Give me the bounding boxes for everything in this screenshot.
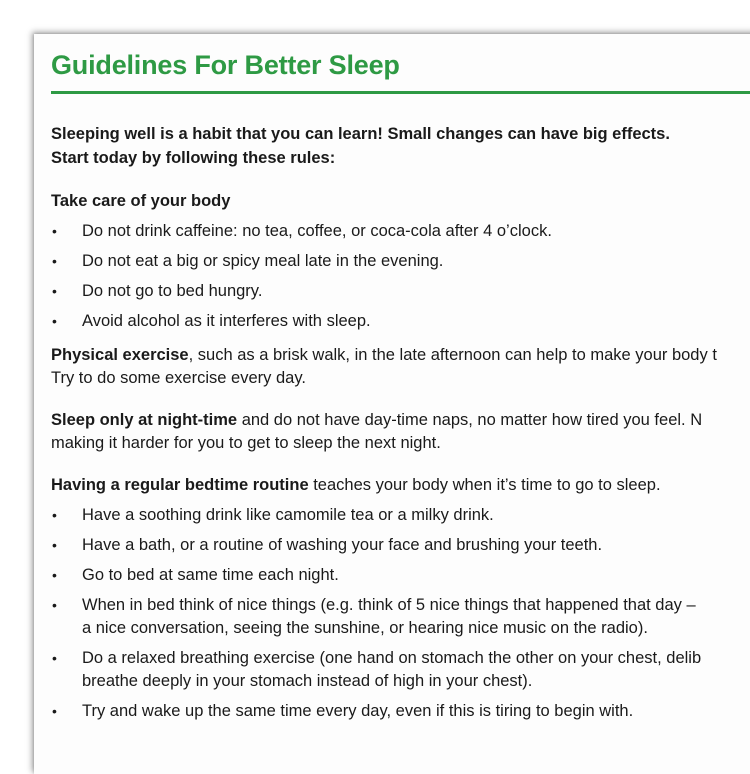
list-item-text-continued: a nice conversation, seeing the sunshine, or hearing nice music on the radio). bbox=[82, 619, 648, 637]
list-item-text: Do not go to bed hungry. bbox=[82, 282, 263, 300]
list-item-text: Do not eat a big or spicy meal late in the evening. bbox=[82, 252, 444, 270]
list-item-text: Do not drink caffeine: no tea, coffee, or coca-cola after 4 o’clock. bbox=[82, 222, 552, 240]
bullet: • bbox=[52, 223, 57, 239]
list-item bbox=[51, 220, 750, 243]
list-item-text: Go to bed at same time each night. bbox=[82, 566, 339, 584]
list-item-text: Avoid alcohol as it interferes with sleep. bbox=[82, 312, 371, 330]
list-item bbox=[51, 564, 750, 587]
list-item bbox=[51, 280, 750, 303]
bullet: • bbox=[52, 597, 57, 613]
document-content bbox=[51, 34, 750, 723]
night-time-bold: Sleep only at night-time bbox=[51, 411, 238, 429]
routine-paragraph bbox=[51, 474, 750, 497]
list-item-text: Try and wake up the same time every day, even if this is tiring to begin with. bbox=[82, 702, 634, 720]
list-item bbox=[51, 700, 750, 723]
exercise-line-1 bbox=[51, 344, 750, 367]
routine-rest: teaches your body when it’s time to go to sleep. bbox=[308, 476, 661, 494]
bullet: • bbox=[52, 537, 57, 553]
exercise-rest: , such as a brisk walk, in the late afternoon can help to make your body t bbox=[188, 346, 717, 364]
list-item bbox=[51, 310, 750, 333]
night-time-line-2: making it harder for you to get to sleep the next night. bbox=[51, 434, 441, 452]
page-title: Guidelines For Better Sleep bbox=[51, 50, 400, 80]
document-page bbox=[34, 34, 750, 774]
routine-bold: Having a regular bedtime routine bbox=[51, 476, 309, 494]
bullet: • bbox=[52, 313, 57, 329]
bullet: • bbox=[52, 253, 57, 269]
bullet: • bbox=[52, 650, 57, 666]
intro-line-2: Start today by following these rules: bbox=[51, 149, 336, 167]
list-item-text: When in bed think of nice things (e.g. think of 5 nice things that happened that day – bbox=[82, 596, 696, 614]
exercise-bold: Physical exercise bbox=[51, 346, 189, 364]
list-item bbox=[51, 534, 750, 557]
list-item-text: Have a bath, or a routine of washing your face and brushing your teeth. bbox=[82, 536, 603, 554]
bullet: • bbox=[52, 507, 57, 523]
list-item-text-continued: breathe deeply in your stomach instead of high in your chest). bbox=[82, 672, 533, 690]
intro-line-1: Sleeping well is a habit that you can learn! Small changes can have big effects. bbox=[51, 125, 670, 143]
list-item bbox=[51, 250, 750, 273]
bullet: • bbox=[52, 567, 57, 583]
list-item-text: Do a relaxed breathing exercise (one hand on stomach the other on your chest, delib bbox=[82, 649, 702, 667]
night-time-paragraph bbox=[51, 409, 750, 455]
list-item bbox=[51, 594, 750, 640]
list-item bbox=[51, 647, 750, 693]
title-divider bbox=[51, 91, 750, 94]
body-care-list bbox=[51, 220, 750, 333]
section-heading-body: Take care of your body bbox=[51, 192, 231, 210]
exercise-paragraph bbox=[51, 344, 750, 390]
night-time-rest: and do not have day-time naps, no matter how tired you feel. N bbox=[237, 411, 703, 429]
intro-text bbox=[51, 122, 750, 170]
bullet: • bbox=[52, 283, 57, 299]
list-item-text: Have a soothing drink like camomile tea or a milky drink. bbox=[82, 506, 494, 524]
routine-list bbox=[51, 504, 750, 723]
night-time-line-1 bbox=[51, 409, 750, 432]
list-item bbox=[51, 504, 750, 527]
bullet: • bbox=[52, 703, 57, 719]
exercise-line-2: Try to do some exercise every day. bbox=[51, 369, 306, 387]
